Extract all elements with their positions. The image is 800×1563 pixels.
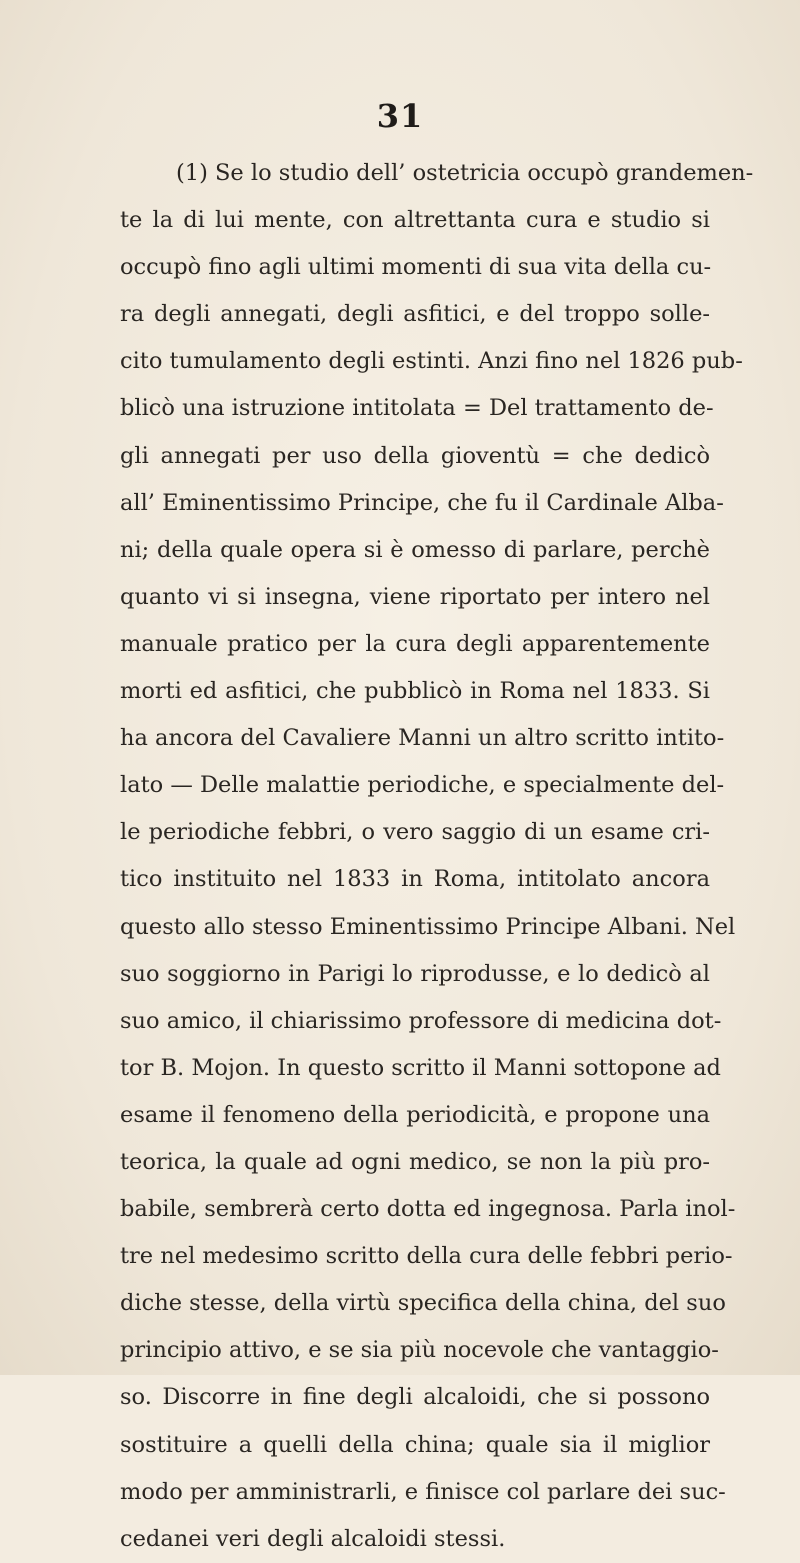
footnote — [120, 150, 754, 1563]
footnote-line: teorica, la quale ad ogni medico, se non la più pro- — [120, 1148, 710, 1175]
footnote-line: esame il fenomeno della periodicità, e propone una — [120, 1101, 710, 1128]
footnote-line: tre nel medesimo scritto della cura delle febbri perio- — [120, 1243, 733, 1270]
footnote-line: diche stesse, della virtù specifica della china, del suo — [120, 1290, 726, 1317]
footnote-line: manuale pratico per la cura degli apparentemente — [120, 630, 710, 657]
footnote-line: so. Discorre in fine degli alcaloidi, che si possono — [120, 1384, 710, 1411]
footnote-line: cito tumulamento degli estinti. Anzi fino nel 1826 pub- — [120, 348, 743, 375]
footnote-line: (1) Se lo studio dell’ ostetricia occupò grandemen- — [176, 160, 754, 186]
page-number: 31 — [376, 97, 424, 135]
footnote-line: occupò fino agli ultimi momenti di sua vita della cu- — [120, 254, 712, 281]
footnote-line: quanto vi si insegna, viene riportato per intero nel — [120, 583, 710, 610]
footnote-line: questo allo stesso Eminentissimo Principe Albani. Nel — [120, 913, 736, 940]
footnote-line: cedanei veri degli alcaloidi stessi. — [120, 1525, 506, 1552]
footnote-line: blicò una istruzione intitolata = Del trattamento de- — [120, 395, 714, 422]
footnote-line: lato — Delle malattie periodiche, e specialmente del- — [120, 772, 725, 799]
footnote-line: all’ Eminentissimo Principe, che fu il Cardinale Alba- — [120, 489, 724, 516]
footnote-line: sostituire a quelli della china; quale sia il miglior — [120, 1431, 710, 1458]
footnote-line: tico instituito nel 1833 in Roma, intitolato ancora — [120, 866, 710, 893]
footnote-line: modo per amministrarli, e finisce col parlare dei suc- — [120, 1478, 726, 1505]
footnote-line: tor B. Mojon. In questo scritto il Manni sottopone ad — [120, 1054, 721, 1081]
footnote-line: gli annegati per uso della gioventù = che dedicò — [120, 442, 710, 469]
footnote-line: suo amico, il chiarissimo professore di medicina dot- — [120, 1007, 722, 1034]
footnote-line: ni; della quale opera si è omesso di parlare, perchè — [120, 536, 710, 563]
footnote-line: ha ancora del Cavaliere Manni un altro scritto intito- — [120, 725, 725, 752]
footnote-line: suo soggiorno in Parigi lo riprodusse, e lo dedicò al — [120, 960, 710, 987]
footnote-line: ra degli annegati, degli asfitici, e del troppo solle- — [120, 301, 710, 328]
footnote-line: morti ed asfitici, che pubblicò in Roma nel 1833. Si — [120, 678, 710, 705]
footnote-line: le periodiche febbri, o vero saggio di un esame cri- — [120, 819, 710, 846]
footnote-line: te la di lui mente, con altrettanta cura e studio si — [120, 207, 710, 234]
footnote-line: babile, sembrerà certo dotta ed ingegnosa. Parla inol- — [120, 1196, 736, 1223]
footnote-line: principio attivo, e se sia più nocevole che vantaggio- — [120, 1337, 719, 1364]
